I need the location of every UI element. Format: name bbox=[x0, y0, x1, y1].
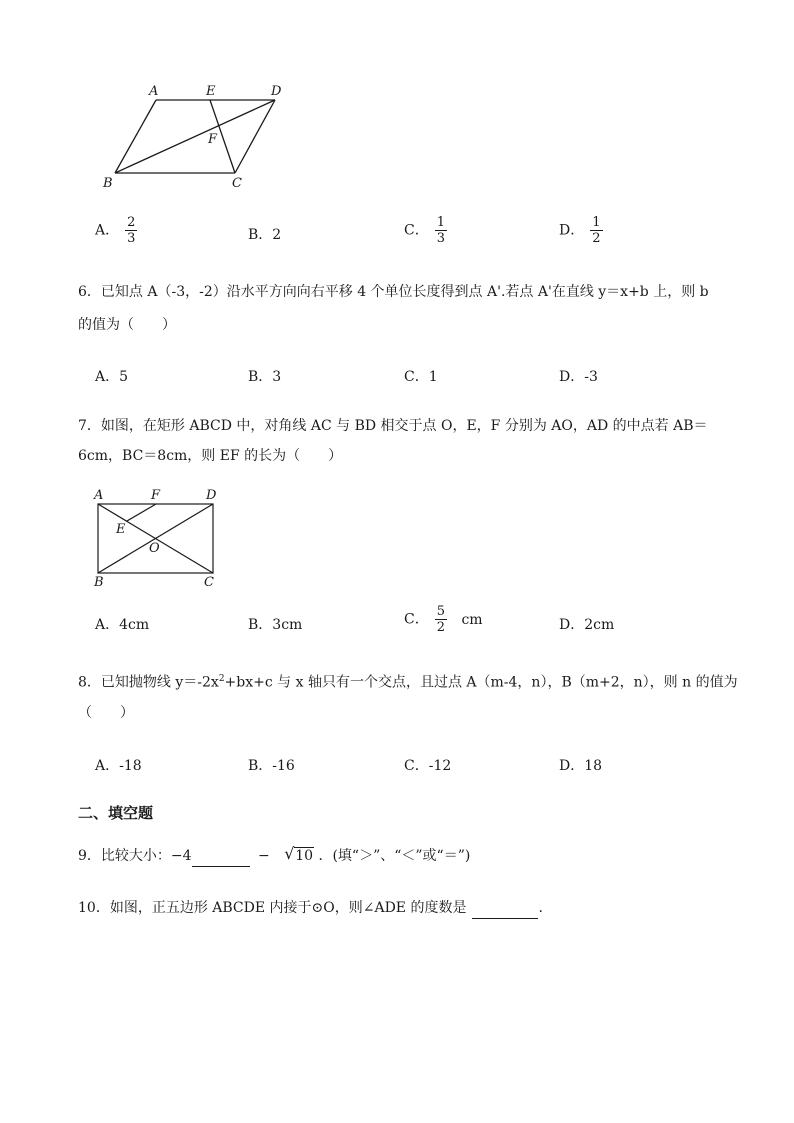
q8-stem-line1: 8．已知抛物线 $y=-2x^2+bx+c$ 与 x 轴只有一个交点，且过点 A（m-4，n），B（m+2，n），则 n 的值为 bbox=[78, 674, 738, 691]
label-a: A bbox=[94, 488, 104, 503]
q7-option-d: D．2cm bbox=[559, 617, 615, 633]
q7-option-a: A．4cm bbox=[95, 617, 150, 633]
q7-option-b: B．3cm bbox=[248, 617, 303, 633]
q8-option-d: D．18 bbox=[559, 758, 603, 774]
q8-option-c: C．-12 bbox=[404, 758, 452, 774]
label-f: F bbox=[151, 488, 161, 503]
q9-answer-blank[interactable] bbox=[192, 846, 250, 867]
label-b: B bbox=[94, 575, 104, 590]
q8-option-b: B．-16 bbox=[248, 758, 295, 774]
section-title: 二、填空题 bbox=[78, 804, 154, 822]
diagonal-bd bbox=[115, 100, 275, 173]
parallelogram-figure bbox=[95, 80, 315, 195]
q6-option-c: C．1 bbox=[404, 369, 438, 385]
edge-ba bbox=[115, 100, 156, 173]
q5-option-b: B．2 bbox=[248, 227, 282, 243]
q10-stem: 10．如图，正五边形 ABCDE 内接于⊙O，则∠ADE 的度数是 . bbox=[78, 898, 543, 919]
q5-option-c: C． $\frac{1}{3}$ bbox=[404, 215, 445, 246]
label-d: D bbox=[271, 84, 282, 99]
q5-option-a: A． $\frac{2}{3}$ bbox=[95, 215, 136, 246]
label-c: C bbox=[232, 176, 242, 191]
q7-stem-line1: 7．如图，在矩形 ABCD 中，对角线 AC 与 BD 相交于点 O，E，F 分别为 AO，AD 的中点若 AB＝ bbox=[78, 418, 708, 434]
label-c: C bbox=[204, 575, 214, 590]
q9-stem: 9．比较大小：−4 − √ 10 ．(填“＞”、“＜”或“＝”) bbox=[78, 846, 470, 867]
q8-stem-line2: （ ） bbox=[78, 705, 134, 721]
label-f: F bbox=[208, 132, 218, 147]
q7-option-c: C． $\frac{5}{2}$ cm bbox=[404, 604, 483, 635]
q6-option-a: A．5 bbox=[95, 369, 129, 385]
label-d: D bbox=[206, 488, 217, 503]
edge-dc bbox=[235, 100, 275, 173]
label-e: E bbox=[116, 522, 126, 537]
q10-answer-blank[interactable] bbox=[472, 898, 538, 919]
label-o: O bbox=[149, 541, 160, 556]
q8-option-a: A．-18 bbox=[95, 758, 142, 774]
q6-option-d: D．-3 bbox=[559, 369, 598, 385]
q7-stem-line2: 6cm，BC＝8cm，则 EF 的长为（ ） bbox=[78, 448, 343, 464]
label-b: B bbox=[103, 176, 113, 191]
rectangle-figure bbox=[88, 485, 228, 590]
segment-ef bbox=[127, 504, 156, 521]
q6-stem-line1: 6．已知点 A（-3，-2）沿水平方向向右平移 4 个单位长度得到点 A'.若点 A'在直线 y＝x+b 上，则 b bbox=[78, 284, 709, 300]
q5-option-d: D． $\frac{1}{2}$ bbox=[559, 215, 601, 246]
q6-option-b: B．3 bbox=[248, 369, 282, 385]
q6-stem-line2: 的值为（ ） bbox=[78, 317, 176, 333]
label-a: A bbox=[149, 84, 159, 99]
label-e: E bbox=[206, 84, 216, 99]
